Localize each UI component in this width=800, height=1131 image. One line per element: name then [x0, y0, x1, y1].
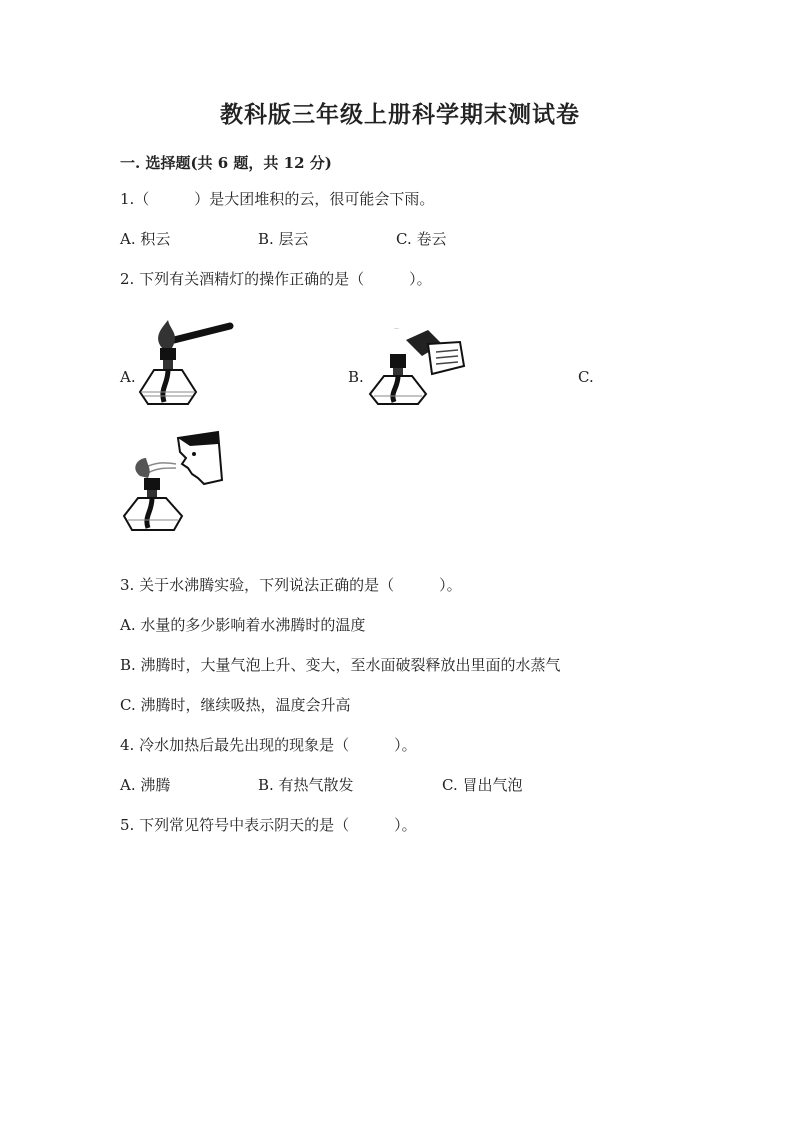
question-1-option-a[interactable]: A. 积云: [120, 230, 171, 248]
question-3: 3. 关于水沸腾实验，下列说法正确的是（ ）。: [120, 576, 462, 594]
question-1: 1.（ ）是大团堆积的云，很可能会下雨。: [120, 190, 435, 208]
question-4-option-b[interactable]: B. 有热气散发: [258, 776, 354, 794]
question-3-option-c[interactable]: C. 沸腾时，继续吸热，温度会升高: [120, 696, 351, 714]
question-4-option-a[interactable]: A. 沸腾: [120, 776, 171, 794]
question-1-option-b[interactable]: B. 层云: [258, 230, 309, 248]
page-title: 教科版三年级上册科学期末测试卷: [220, 101, 580, 128]
question-1-option-c[interactable]: C. 卷云: [396, 230, 447, 248]
question-3-option-a[interactable]: A. 水量的多少影响着水沸腾时的温度: [120, 616, 366, 634]
alcohol-lamp-lit-by-another-lamp-icon: [134, 318, 234, 408]
question-2-option-c[interactable]: C.: [578, 368, 594, 386]
question-2-option-b[interactable]: B.: [348, 368, 364, 386]
alcohol-lamp-blown-out-icon: [118, 428, 228, 534]
question-4-option-c[interactable]: C. 冒出气泡: [442, 776, 523, 794]
question-2-option-a[interactable]: A.: [120, 368, 136, 386]
question-5: 5. 下列常见符号中表示阴天的是（ ）。: [120, 816, 417, 834]
svg-text:—: —: [394, 326, 399, 332]
question-2: 2. 下列有关酒精灯的操作正确的是（ ）。: [120, 270, 432, 288]
question-4: 4. 冷水加热后最先出现的现象是（ ）。: [120, 736, 417, 754]
section-heading: 一. 选择题(共 6 题，共 12 分): [120, 154, 332, 172]
question-3-option-b[interactable]: B. 沸腾时，大量气泡上升、变大，至水面破裂释放出里面的水蒸气: [120, 656, 561, 674]
alcohol-lamp-cap-cover-icon: [366, 322, 470, 406]
